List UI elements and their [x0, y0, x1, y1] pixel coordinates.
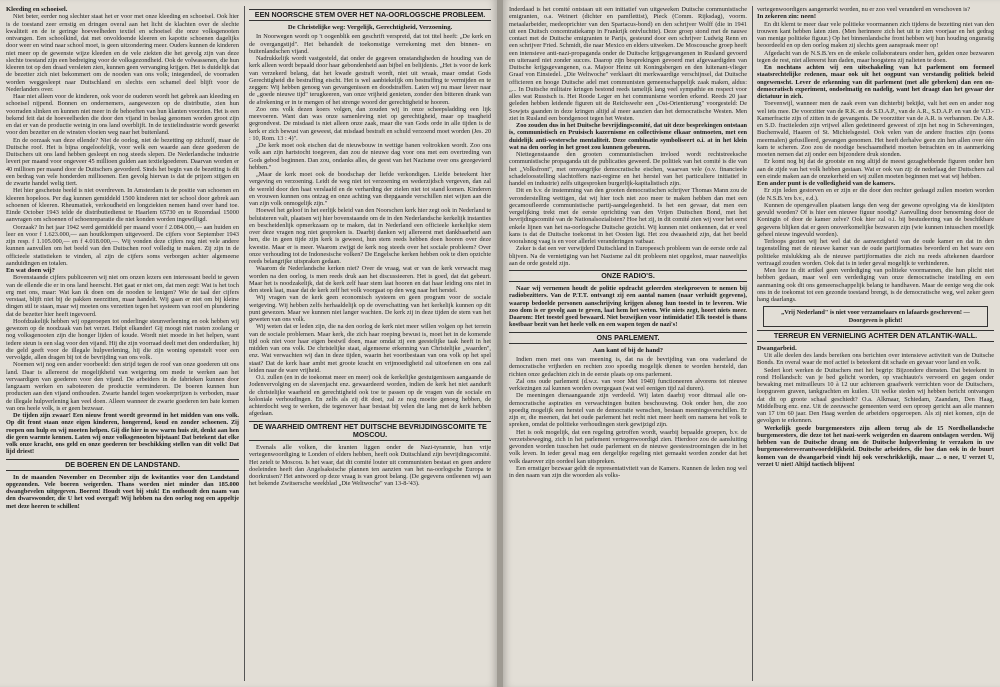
paragraph: Niettegenstaande den grooten communistischen invloed wordt rechtstreeksche communistische propaganda uit de publicaties geweerd. De politiek van het comité is die van het „Volksfront", met omvangrijke democratische eischen, waarvan vele (o.v. financieele schadeloosstelling slachtoffers nazi-regime en het herstel van het particuliere initiatief in handel en industrie) zelfs uitgesproken burgerlijk-kapitalistisch zijn. [509, 151, 747, 187]
paragraph: O.i. zullen (en in de toekomst meer en meer) ook de kerkelijke gestuigenissen aangaande de Jodenvervolging en de slavenjacht enz. gewaardeerd worden, indien de kerk het niet aandurft de christelijke waarheid en gerechtigheid ook toe te passen op de vragen van de sociale en koloniale verhoudingen. En zelfs als zij dit doet, zal ze nog moeite genoeg hebben, de achterdocht weg te werken, die tegenover haar bestaat bij velen die lang met de kerk hebben afgedaan. [249, 374, 491, 418]
paragraph: Hoofdzakelijk hebben wij opgeroepen tot onderlinge steunverleening en ook hebben wij gewezen op de noodzaak van het verzet. Helpt elkander! Gij moogt niet rusten zoolang er nog volksgenooten zijn die honger lijden of koude. Wordt niet moede in het helpen, want iedere steun is een slag voor den vijand. Hij die zijn voorraad deelt met den onderduiker, hij die geld geeft voor de illegale hulpverlening, hij die zijn woning openstelt voor een vervolgde, allen dragen bij tot de bevrijding van ons volk. [6, 317, 239, 361]
paragraph: Zoo ons volk dezen koers volgen, dan zouden wij in onze scheepsladding een lijk meevoeren. Want dan was onze samenleving niet op gerechtigheid, maar op traagheid gegrondvest. De misdaad is niet alleen onze zaak, maar die van Gods orde in alle tijden is de kerk er zich bewust van geweest, dat misdaad bestraft en schuld verzoend moet worden (Jes. 20 : 10, Rom. 13 : 4)". [249, 105, 491, 142]
paragraph: Sedert kort werken de Duitschers met het begrip: Bijzondere diensten. Dat beteekent in rond Hollandsch: van je bed gelicht worden, op vrachtauto's vervoerd en gegen onder bewaking met mitrailleurs 10 à 12 uur achtereen graafwerk verrichten voor de Duitschers, loopgraven graven, tankgrachten en kuilen. Uit welke steden wij hebben bericht ontvangen dat dit op groote schaal geschiedt? O.a. Alkmaar, Schiedam, Zaandam, Den Haag, Middelburg enz. enz. Uit de zeeuwsche gemeenten werd een oproep gericht aan alle mannen van 17 t/m 60 jaar. Den Haag werden de arbeiders opgeroepen. Als zij niet komen, zijn de gevolgen te erkennen. [757, 366, 994, 425]
section-title-kleeding: Kleeding en schoeisel. [6, 6, 68, 13]
headline-ons-parlement: ONS PARLEMENT. [509, 332, 747, 344]
paragraph: Indien men met ons van meening is, dat na de bevrijding van ons vaderland de democratische vrijheden en rechten zoo spoedig mogelijk dienen te worden hersteld, dan richten onze gedachten zich in de eerste plaats op ons parlement. [509, 356, 747, 378]
paragraph: Niet beter, eerder nog slechter staat het er voor met onze kleeding en schoeisel. Ook hier is de toestand zeer ernstig en dringen overal aan het licht de klachten over de slechte kwaliteit en de te geringe hoeveelheden textiel en schoeisel die onze volksgenooten ontvangen. Een schoolkind, dat met onvoldoende kleeren en kapotte schoenen dagelijks door weer en wind naar school moet, is geen uitzondering meer. Ouders kunnen de kinderen niet meer op de gewenste wijze kleeden en de vele ziekten die het gevolg zijn van deze slechte toestand zijn een bedreiging voor de volksgezondheid. Ook de volwassenen, die hun kleeren tot op den draad versleten zien, kunnen geen vervanging krijgen. Het is duidelijk dat de bezetter zich niet bekommert om de nooden van ons volk; integendeel, de voorraden worden weggesleept naar Duitschland en slechts een schamel deel blijft voor de Nederlanders over. [6, 13, 239, 93]
paragraph: Dit en b.v. de instemming van den grooten democratischen schrijver Thomas Mann zou de veronderstelling wettigen, dat wij hier toch niet zoo meer te maken hebben dan met een gecamoufleerde communistische partij-aangelegenheid. Is het een gevaar, dat men een vergelijking trekt met de eerste oprichting van den Vrijen Duitschen Bond, met het bevrijdingscomité van de Nationalsozialisten? Hoe het zij, in dit comité zien wij voor het eerst enkele lijnen van het na-oorlogsche Duitsche gezicht. Wij kunnen niet ontkennen, dat er veel kans is dat de Duitsche toekomst in het Oosten ligt. Het zou dwaasheid zijn, dat het beeld vooralsnog vaag is en voor allerlei veranderingen vatbaar. [509, 187, 747, 245]
headline-boeren-landstand: DE BOEREN EN DE LANDSTAND. [6, 459, 239, 471]
right-page [503, 0, 1000, 687]
paragraph: En nochtans achten wij een uitschakeling van h.t parlement om formeel staatsrechtelijke redenen, maar ook uit het oogpunt van verstandig politiek beleid ongewenscht. Lever de erkenning van dit parlement (met alle gebreken) dan een on-democratisch experiment, ondoelmatig en nadelig, want het draagt dan het gevaar der dictatuur in zich. [757, 64, 994, 100]
paragraph: Er zijn leden gestorven en er zijn er die door den rechter gedaagd zullen moeten worden (de N.S.B.'ers b.v., e.d.). [757, 187, 994, 202]
subheading: In zekeren zin: neen! [757, 13, 817, 21]
paragraph: Zeker is dat een ver verwijderd Duitschland in Europeesch probleem van de eerste orde zal blijven. Na de vernietiging van het Nazisme zal dit probleem niet opgelost, maar nauwelijks aan de orde gesteld zijn. [509, 245, 747, 267]
paragraph: Terloops gezien wij het wel dat de aanwezigheid van de oude kamer en dat in den tegenstelling met de nieuwe kamer van de oude partijformaties bevorderd en het ware een politieke mislukking als de nieuwe partijformaties die zich nu reeds aftekenen daardoor vertraagd zouden worden. Ook dat is in ieder geval mogelijk te verhinderen. [757, 238, 994, 267]
right-page-column-2 [757, 6, 994, 683]
left-page-column-1 [6, 6, 239, 683]
paragraph: Een ernstiger bezwaar geldt de representativiteit van de Kamers. Kunnen de leden nog wel in den naam van zijn die woorden als volks- [509, 464, 747, 480]
left-page-column-2 [249, 6, 491, 683]
paragraph: Oorzaak? In het jaar 1942 werd gemiddeld per maand voor f 2.084.000,— aan huiden en leer en voor f 1.623.000,— aan houtklompen uitgevoerd. De cijfers voor September 1943 zijn resp. f 1.105.000,— en f 4.018.000,—. Wij vonden deze cijfers nog niet vele andere kunnen aanvullen om het beeld van den Duitschen roof volledig te maken. Zij zijn in de officieele statistieken te vinden, al zijn de cijfers soms verborgen achter algemeene aanduidingen en totalen. [6, 223, 239, 267]
paragraph: Toevenwijl, wanneer men de zaak even van dichterbij bekijkt, valt het een en ander nog wel iets mee. De voorzitter van de R.K. en de S.D.A.P., van de A.R., S.D.A.P. en van de V.D.-Kamerfractie zijn of zitten in de gevangenis. De voorzitter van de A.R. is verbannen. De A.R. en S.D. fractieleden zijn vrijwel allen gedetineerd geweest of zijn het nog in Scheveningen, Buchenwald, Haaren of St. Michielsgestel. Ook velen van de andere fracties zijn (soms meermalen) gefusilleerd, gevangen genomen. Het heeft derhalve geen zin hen allen over één kam te scheren. Zoo zou de noodige beschaamdheid moeten betrachten en in aanmerking moeten nemen dat zij onder een bijzondere druk stonden. [757, 100, 994, 158]
paragraph: Wij weten dat er leden zijn, die na den oorlog de kerk niet meer willen volgen op het terrein van de sociale problemen. Maar kerk, die zich haar roeping bewust is, moet het in de komende tijd ook niet voor haar eigen bestwil doen, maar omdat zij een geestelijke taak heeft in het midden van ons volk. De christelijke staat, algemeene erkenning van Christelijke „waarden", enz. Wat verwachten wij dan in deze tijden, waarin het voortbestaan van ons volk op het spel staat? Dat de kerk haar ambt met groote kracht en vrijmoedigheid zal uitoefenen en ons zal leiden naar de ware vrijheid. [249, 323, 491, 374]
section-title-wat-doen-wij: En wat doen wij? [6, 267, 55, 274]
subheading: Een ander punt is de volledigheid van de kamers. [757, 180, 896, 187]
headline-noorsche-stem: EEN NOORSCHE STEM OVER HET NA-OORLOGSCHE PROBLEEM. [249, 9, 491, 21]
paragraph: Hoewel het geloof in het eerlijk beleid van den Noorschen kerk hier zegt ook in Nederland te beluisteren valt, plaatsen wij hier bovenstaande om de in den Nederlandsche kerkelijk instanties en bescheidenlijk opmerkzaam op te maken, dat in Nederland een officieele kerkelijke stem over deze vragen nog niet gesproken is. Daarbij danken wij allereerst met dankbaarheid aan hen, die in geen tijde zijn kerk is geweest, hun stem reeds hebben doen hooren over deze kwestie. Maar er is meer. Waarom zwijgt de kerk nog steeds over het sociale probleem? Over onze verhouding tot de Indonesische volken? De Engelsche kerken hebben ook te dien opzichte reeds belangrijke uitspraken gedaan. [249, 207, 491, 266]
left-page [0, 0, 497, 687]
paragraph: Kunnen de opengevallen plaatsen langs den weg der gewone opvolging via de kieslijsten gevuld worden? Of is hier een nieuwe figuur noodig? Aanvulling door benoeming door de Koningin of door de kamer zelve? Ook hier zal o.i. bij bestudeering van de beschikbare gegevens blijken dat er geen onoverkomelijke bezwaren zijn (wie kunnen intusschen moeilijk geheel nieuw ingevuld worden). [757, 201, 994, 238]
paragraph: Het hier geschetste beeld is niet overdreven. In Amsterdam is de positie van schoenen en kleeren hopeloos. Per dag kunnen gemiddeld 1500 kinderen niet ter school door gebrek aan schoenen of kleeren. Rheumatiek, verkoudheid en longziekten nemen hand over hand toe. Einde October 1943 telde de distributiedienst te Haarlem 65730 en te Rozendaal 15000 aanvragen om schoenen of schoenreparatie die niet konden worden ingewilligd. [6, 187, 239, 224]
paragraph: Inderdaad is het comité ontstaan uit een initiatief van uitgeweken Duitsche communistische emigranten, o.a. Weinert (dichter en pamflettist), Pieck (Comm. Rijksdag), voorm. metaalarbeider, medeoprichter van den Spartacus-bond) en den schrijver Wolff (die in 1941 uit een Duitsch concentratiekamp in Frankrijk ontvluchtte). Deze groep stond met de nauwe contact met de Duitsche emigranten te Parijs, gesteund door een schrijver Ludwig Renn en een schrijver Fried. Schmidt, die naar Mexico en elders uitweken. De Moscousche groep heeft een intensieve anti-nazi-propaganda onder de Duitsche krijgsgevangenen in Rusland gevoerd en uiteraard niet zonder succes. Daarop zijn besprekingen gevoerd met afgevaardigden van Duitsche krijgsgevangenen, o.a. Majoor Heinz uit Koningsbergen en den luitenant-vlieger Graaf von Einsiedel. „Die Weltwoche" verklaart dit merkwaardige verschijnsel, dat Duitsche officieren en hooge Duitsche adel met communisten gemeenschappelijk zaak maken, aldus: „... In Duitsche militaire kringen bestond reeds tamelijk lang veel sympathie en respect voor alles wat Russisch is. Het Roode Leger en het communisme worden erkend. Reeds 20 jaar geleden hebben leidende figuren uit de Reichswehr een „Ost-Orientierung" voorgesteld: De Sowjets gaanden in deze kringen altijd al meer aanzien dan het democratische Westen. Men ziet in Rusland een bondgenoot tegen het Westen. [509, 6, 747, 122]
paragraph: Naar wij vernemen houdt de politie opdracht geleerden steekproeven te nemen bij radiobezitters. Van de P.T.T. ontvangt zij een aantal namen (naar verluidt gegevens), waarop bedoelde personen aanschrijving krijgen alsnog hun toestel in te leveren. Wie zoo dom is er gevolg aan te geven, laat hem het weten. Wie niets zegt, hoort niets meer. Daarom: Het toestel goed bewaard. Niet bezwijken voor intimidatie! Elk toestel is thans kostbaar bezit van het heele volk en een wapen tegen de nazi's! [509, 285, 747, 329]
paragraph: Men leze in dit artikel geen verdediging van politieke voormannen, die hun plicht niet hebben gedaan, maar wel een verdediging van onze democratische instelling en een aanmaning ook dit ons gemeenschappelijk belang te handhaven. Maar de eenige weg die ook ons in de toekomst tot een gezonde toestand brengt, is de democratische weg, wel zeker geen hang daarlangs. [757, 267, 994, 303]
paragraph: Noemen wij nog een ander voorbeeld: den strijd tegen de roof van onze goederen uit ons land. Daar is allereerst de mogelijkheid van weigering om mede te werken aan het vervaardigen van goederen voor den vijand. De arbeiders in de fabrieken kunnen door langzaam werken en saboteeren de productie verminderen. De boeren kunnen hun producten aan den vijand onthouden. Zwarte handel tegen woekerprijzen is verboden, maar de illegale hulpverlening kan veel doen. Alleen wanneer de zwarte goederen ten bate komen van ons heele volk, is er geen bezwaar. [6, 361, 239, 412]
paragraph: „De kerk moet ook eischen dat de nieuwbouw in wettige banen voltrokken wordt. Zoo ons volk aan zijn hartstocht toegeven, dan zou de nieuwe dag voor ons met een overtreding van Gods gebod beginnen. Dan zou, ondanks alles, de geest van het Nazisme over ons gezegevierd hebben." [249, 142, 491, 171]
headline-terreur-vernieling: TERREUR EN VERNIELING ACHTER DEN ATLANTIK-WALL. [757, 330, 994, 342]
paragraph: Wij vragen van de kerk geen economisch systeem en geen program voor de sociale wetgeving. Wij hebben zelfs herhaaldelijk op de overschatting van het kerkelijk kunnen op dit punt gewezen. Maar we kunnen niet langer wachten. De kerk zij in deze tijden de stem van het geweten van ons volk. [249, 294, 491, 324]
paragraph: Zoo zouden dus in het Duitsche bevrijdingscomité, dat uit deze besprekingen ontstaan is, communistisch en Pruisisch kazernisme en collectivisme elkaar ontmoeten, met een duidelijk anti-westersche mentaliteit. Deze combinatie symboliseert o.i. at in het klein wat na den oorlog in het groot zou kunnen gebeuren. [509, 122, 747, 151]
article-deck: De Christelijke weg: Vergelijk, Gerechtigheid, Verzoening. [287, 24, 453, 32]
right-page-column-1 [509, 6, 747, 683]
column-divider [244, 6, 245, 681]
paragraph: Nadrukkelijk wordt vastgesteld, dat onder de gegeven omstandigheden de houding van de kerk alleen wordt bepaald door haar gebondenheid aan bijbel en belijdenis. „Het is voor de kerk van verzekerd belang, dat het kwade gestraft wordt, niet uit wraak, maar omdat Gods Gerechtigheid die bestraffing eischt. Het is wel aanbiekelijk om bestraffing te vermijden en te zeggen: Wij hebben genoeg van gevangenissen en doodstraffen. Laten wij nu maar liever naar de „goede nieuwe tijd" terugkeeren, van onze vrijheid genieten, zonder den bitteren drank van de afrekening er in te mengen of het strenge woord der gerechtigheid te hooren. [249, 55, 491, 106]
paragraph: En de oorzaak van deze ellende? Niet de oorlog, niet de bezetting op zichzelf, maar de Duitsche roof. Het is bijna ongeloofelijk, voor welk een waarde aan deze goederen de Duitschers uit ons land hebben gesleept en nog steeds slepen. De Nederlandsche industrie levert per maand voor ongeveer 45 millioen gulden aan textielgoederen. Daarvan worden er 40 millioen per maand door de Duitschers gevorderd. Sinds het begin van de bezetting is dit een bedrag van vele honderden millioenen. Een gevolg hiervan is dat de prijzen stijgen en de zwarte handel welig tiert. [6, 136, 239, 187]
paragraph: Evenals alle volken, die kranten liggen onder de Nazi-tyrannie, hun vrije vertegenwoordiging te Londen of elders hebben, heeft ook Duitschland zijn bevrijdingscomité. Het zetelt te Moscou. Is het waar, dat dit comité louter uit communisten bestaat en geen andere doeleinden heeft dan Angelsaksische plannen ten aanzien van het na-oorlogsche Europa te doorkruisen? Het antwoord op deze vraag is van groot belang. (De gegevens ontleenen wij aan het bekende Zwitsersche weekblad „Die Weltwoche" van 13-8-'43). [249, 444, 491, 488]
paragraph: En dit klemt te meer daar vele politieke voormannen zich tijdens de bezetting niet van den trouwen kant hebben laten zien. (Men herinnere zich het uit te zien voorjaar en het gedrag van menige politieke figuur.) Op het binnenlandsche front hebben wij hun houding ongunstig beoordeeld en op den oorlog maken zij slechts geen aanspraak meer op! [757, 20, 994, 50]
paragraph: „Maar de kerk moet ook de boodschap der liefde verkondigen. Liefde beteekent hier vergeving en verzoening. Leidt de weg niet tot verzoening en wederzijdsch vergeven, dan zal de wereld door den haat verslaafd en de verharding der zielen niet tot stand komen. Kinderen en vrouwen kunnen ons ontzag en onze achting van diepgaande verschillen niet wijten aan die van zijn volk onmogelijk zijn." [249, 171, 491, 208]
paragraph: Bovenstaande cijfers publiceeren wij niet om onzen lezers een interessant beeld te geven van de ellende die er in ons land heerscht. Het gaat er niet om, dat men zegt: Wat is het toch erg met ons, maar: Wat kan ik doen om de nooden te lenigen? Wie de taal der cijfers verstaat, blijft niet bij de pakken neerzitten, maar handelt. Wij gaan er niet om bij kleine dingen stil te staan, maar wij moeten ons verzetten tegen het systeem van roof en plundering dat de bezetter hier heeft ingevoerd. [6, 274, 239, 318]
paragraph: De tijden zijn zwaar! Een nieuw front wordt gevormd in het midden van ons volk. Op dit front staan onze eigen kinderen, hongerend, koud en zonder schoenen. Zij roepen om hulp en wij moeten helpen. Gij die hier in uw warm huis zit, denkt aan hen die geen warmte kennen. Laten wij onze volksgenooten bijstaan! Dat betekent dat elke volk onze kracht, ons geld en onze goederen ter beschikking stellen van dit volk! Dat lijd driest! [6, 412, 239, 456]
paragraph: Haar niet alleen voor de kinderen, ook voor de ouderen wordt het gebrek aan kleeding en schoeisel nijpend. Bonnen en ondernemers, aangewezen op de distributie, zien hun voorraden slinken en kunnen niet meer in de behoeften van hun klanten voorzien. Het is een bekend feit dat de hoeveelheden die door den vijand in beslag genomen worden groot zijn en dat er van de productie weinig in ons land overblijft. In de textielindustrie wordt gewerkt voor den bezetter en de winsten vloeien weg naar het buitenland. [6, 93, 239, 137]
paragraph: Afgedacht van de N.S.B.'ers en de enkele collaborateurs onder hen, gelden onze bezwaren tegen de rest, niet allereerst hun daden, maar hoogstens zij nalieten te doen. [757, 49, 994, 64]
paragraph: Zal ons oude parlement (d.w.z. van voor Mei 1940) functioneeren alvorens tot nieuwe verkiezingen zal kunnen worden overgegaan (wat wel eenigen tijd zal duren). [509, 377, 747, 393]
paragraph: Uit alle deelen des lands bereiken ons berichten over intensieve activiteit van de Duitsche Bonds. En overal waar de mof actief is beteekent dit schade en gevaar voor land en volk. [757, 352, 994, 367]
boxed-notice-vrij-nederland: „Vrij Nederland" is niet voor verzamelaars en lafaards geschreven! — Doorgeven is plicht! [763, 306, 988, 327]
headline-bevrijdingscomite: DE WAARHEID OMTRENT HET DUITSCHE BEVRIJDINGSCOMITE TE MOSCOU. [249, 421, 491, 441]
article-deck: Aan kant of bij de hand? [592, 346, 664, 354]
paragraph: vertegenwoordigers aangemerkt worden, nu er zoo veel veranderd en verschoven is? [757, 6, 971, 13]
paragraph: De meeningen dienaangaande zijn verdeeld. Wij laten daarbij voor ditmaal alle on-democratische aspiraties en verwachtingen buiten beschouwing. Ook onder hen, die zoo spoedig mogelijk een herstel van de democratie wenschen, bestaan meeningsverschillen. Er zijn er, die meenen, dat het oude parlement het recht niet meer heeft om namens het volk te spreken, omdat de politieke verhoudingen sterk gewijzigd zijn. [509, 392, 747, 429]
paragraph: In de maanden November en December zijn de kwitanties voor den Landstand opgezonden. Vele boeren weigerden. Thans worden niet minder dan 185.000 dwangbevelen uitgegeven. Boeren! Houdt voet bij stuk! En onthoudt den naam van den dwarswonder, die U het vod overgaf! Wij hebben na den oorlog nog een appeltje met deze heeren te schillen! [6, 473, 239, 510]
column-divider [752, 6, 753, 681]
paragraph: In Noorwegen wordt op 't oogenblik een geschrift verspreid, dat tot titel heeft: „De kerk en de overgangstijd". Het behandelt de toekomstige verrekening met den binnen- en buitenlandschen vijand. [249, 33, 491, 55]
headline-onze-radios: ONZE RADIO'S. [509, 270, 747, 282]
paragraph: Er komt nog bij dat de grootste en nog altijd de meest gezaghebbende figuren onder hen aan de zijde van het volk hebben gestaan. Wat er ook van zij: de nederlaag der Duitschers zal een einde maken aan de onzekerheid en wij zullen moeten beginnen met wat wij hebben. [757, 158, 994, 180]
subheading: Dwangarbeid. [757, 344, 797, 352]
paragraph: Werkelijk goede burgemeesters zijn alleen terug als de 15 Nordhollandsche burgemeesters, die deze tot het nazi-werk weigerden en daarom ontslagen werden. Wij hebben van de Duitsche drang om de Duitsche hulpverlening te verzaken in uw burgemeestersverantwoordelijkheid. Duitsche arbeiders, die hoe dan ook in de buurt komen van de dwangarbeid vindt hij ook verschrikkelijk, maar ... o nee, U verzet U, verzet U niet! Altijd tactisch blijven! [757, 424, 994, 468]
paragraph: Het is ook mogelijk, dat een regeling getroffen wordt, waarbij bepaalde groepen, b.v. de verzetsbeweging, zich in het parlement vertegenwoordigd zien. Hierdoor zou de aansluiting gevonden worden tusschen het oude parlement en de nieuwe geestesstroomingen die in het volk leven. In ieder geval mag een dergelijke regeling niet gemaakt worden zonder dat het volk daarover zijn oordeel kan uitspreken. [509, 428, 747, 465]
paragraph: Waarom de Nederlandsche kerken niet? Over de vraag, wat er van de kerk verwacht mag worden na den oorlog, is men reeds druk aan het discussieeren. Het is goed, dat dat gebeurt. Maar het is noodzakelijk, dat de kerk zelf haar stem laat hooren en dat haar leiding ons niet in den steek laat, maar dat de kerk zelf het volk voorgaat op den weg naar het herstel. [249, 265, 491, 295]
